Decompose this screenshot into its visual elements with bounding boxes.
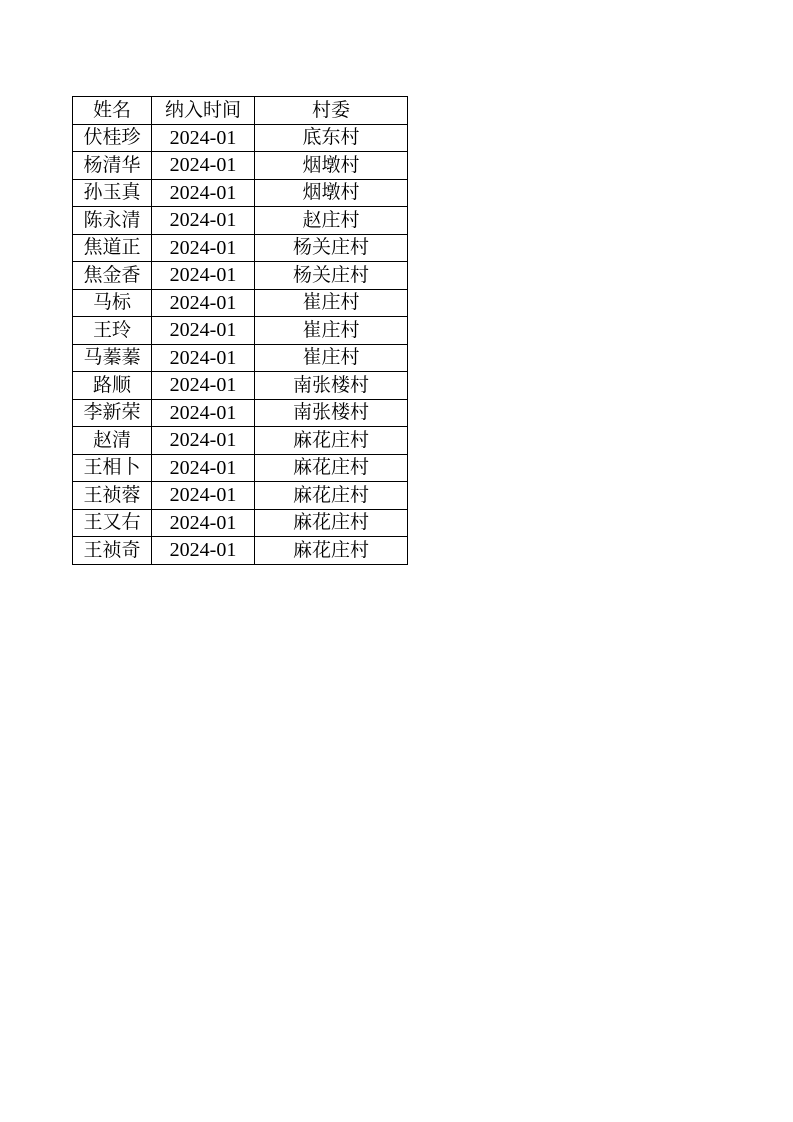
table-row bbox=[73, 124, 408, 152]
date-cell: 2024-01 bbox=[152, 317, 255, 345]
name-cell: 伏桂珍 bbox=[73, 124, 152, 152]
table-row bbox=[73, 509, 408, 537]
table-row bbox=[73, 482, 408, 510]
table-row bbox=[73, 179, 408, 207]
column-header-name: 姓名 bbox=[73, 97, 152, 125]
column-header-village: 村委 bbox=[255, 97, 408, 125]
date-cell: 2024-01 bbox=[152, 454, 255, 482]
table-row bbox=[73, 399, 408, 427]
name-cell: 陈永清 bbox=[73, 207, 152, 235]
name-cell: 李新荣 bbox=[73, 399, 152, 427]
date-cell: 2024-01 bbox=[152, 372, 255, 400]
date-cell: 2024-01 bbox=[152, 482, 255, 510]
table-row bbox=[73, 344, 408, 372]
date-cell: 2024-01 bbox=[152, 262, 255, 290]
table-row bbox=[73, 234, 408, 262]
table-row bbox=[73, 317, 408, 345]
table-row bbox=[73, 207, 408, 235]
name-cell: 王祯奇 bbox=[73, 537, 152, 565]
village-cell: 麻花庄村 bbox=[255, 509, 408, 537]
village-cell: 崔庄村 bbox=[255, 344, 408, 372]
table-row bbox=[73, 372, 408, 400]
column-header-date: 纳入时间 bbox=[152, 97, 255, 125]
name-cell: 焦金香 bbox=[73, 262, 152, 290]
name-cell: 路顺 bbox=[73, 372, 152, 400]
roster-table bbox=[72, 96, 408, 565]
table-row bbox=[73, 289, 408, 317]
date-cell: 2024-01 bbox=[152, 427, 255, 455]
document-page bbox=[72, 96, 408, 565]
table-row bbox=[73, 262, 408, 290]
table-row bbox=[73, 152, 408, 180]
date-cell: 2024-01 bbox=[152, 207, 255, 235]
table-row bbox=[73, 454, 408, 482]
name-cell: 王祯蓉 bbox=[73, 482, 152, 510]
village-cell: 烟墩村 bbox=[255, 152, 408, 180]
header-row bbox=[73, 97, 408, 125]
village-cell: 麻花庄村 bbox=[255, 427, 408, 455]
village-cell: 麻花庄村 bbox=[255, 537, 408, 565]
village-cell: 麻花庄村 bbox=[255, 454, 408, 482]
village-cell: 南张楼村 bbox=[255, 399, 408, 427]
village-cell: 麻花庄村 bbox=[255, 482, 408, 510]
name-cell: 王玲 bbox=[73, 317, 152, 345]
table-row bbox=[73, 537, 408, 565]
date-cell: 2024-01 bbox=[152, 152, 255, 180]
date-cell: 2024-01 bbox=[152, 234, 255, 262]
date-cell: 2024-01 bbox=[152, 537, 255, 565]
date-cell: 2024-01 bbox=[152, 509, 255, 537]
name-cell: 焦道正 bbox=[73, 234, 152, 262]
name-cell: 王相卜 bbox=[73, 454, 152, 482]
date-cell: 2024-01 bbox=[152, 289, 255, 317]
date-cell: 2024-01 bbox=[152, 179, 255, 207]
name-cell: 孙玉真 bbox=[73, 179, 152, 207]
date-cell: 2024-01 bbox=[152, 344, 255, 372]
name-cell: 赵清 bbox=[73, 427, 152, 455]
name-cell: 杨清华 bbox=[73, 152, 152, 180]
village-cell: 杨关庄村 bbox=[255, 262, 408, 290]
village-cell: 烟墩村 bbox=[255, 179, 408, 207]
village-cell: 崔庄村 bbox=[255, 317, 408, 345]
name-cell: 马标 bbox=[73, 289, 152, 317]
name-cell: 王又右 bbox=[73, 509, 152, 537]
date-cell: 2024-01 bbox=[152, 399, 255, 427]
name-cell: 马蓁蓁 bbox=[73, 344, 152, 372]
table-row bbox=[73, 427, 408, 455]
village-cell: 底东村 bbox=[255, 124, 408, 152]
date-cell: 2024-01 bbox=[152, 124, 255, 152]
village-cell: 杨关庄村 bbox=[255, 234, 408, 262]
village-cell: 崔庄村 bbox=[255, 289, 408, 317]
village-cell: 南张楼村 bbox=[255, 372, 408, 400]
village-cell: 赵庄村 bbox=[255, 207, 408, 235]
